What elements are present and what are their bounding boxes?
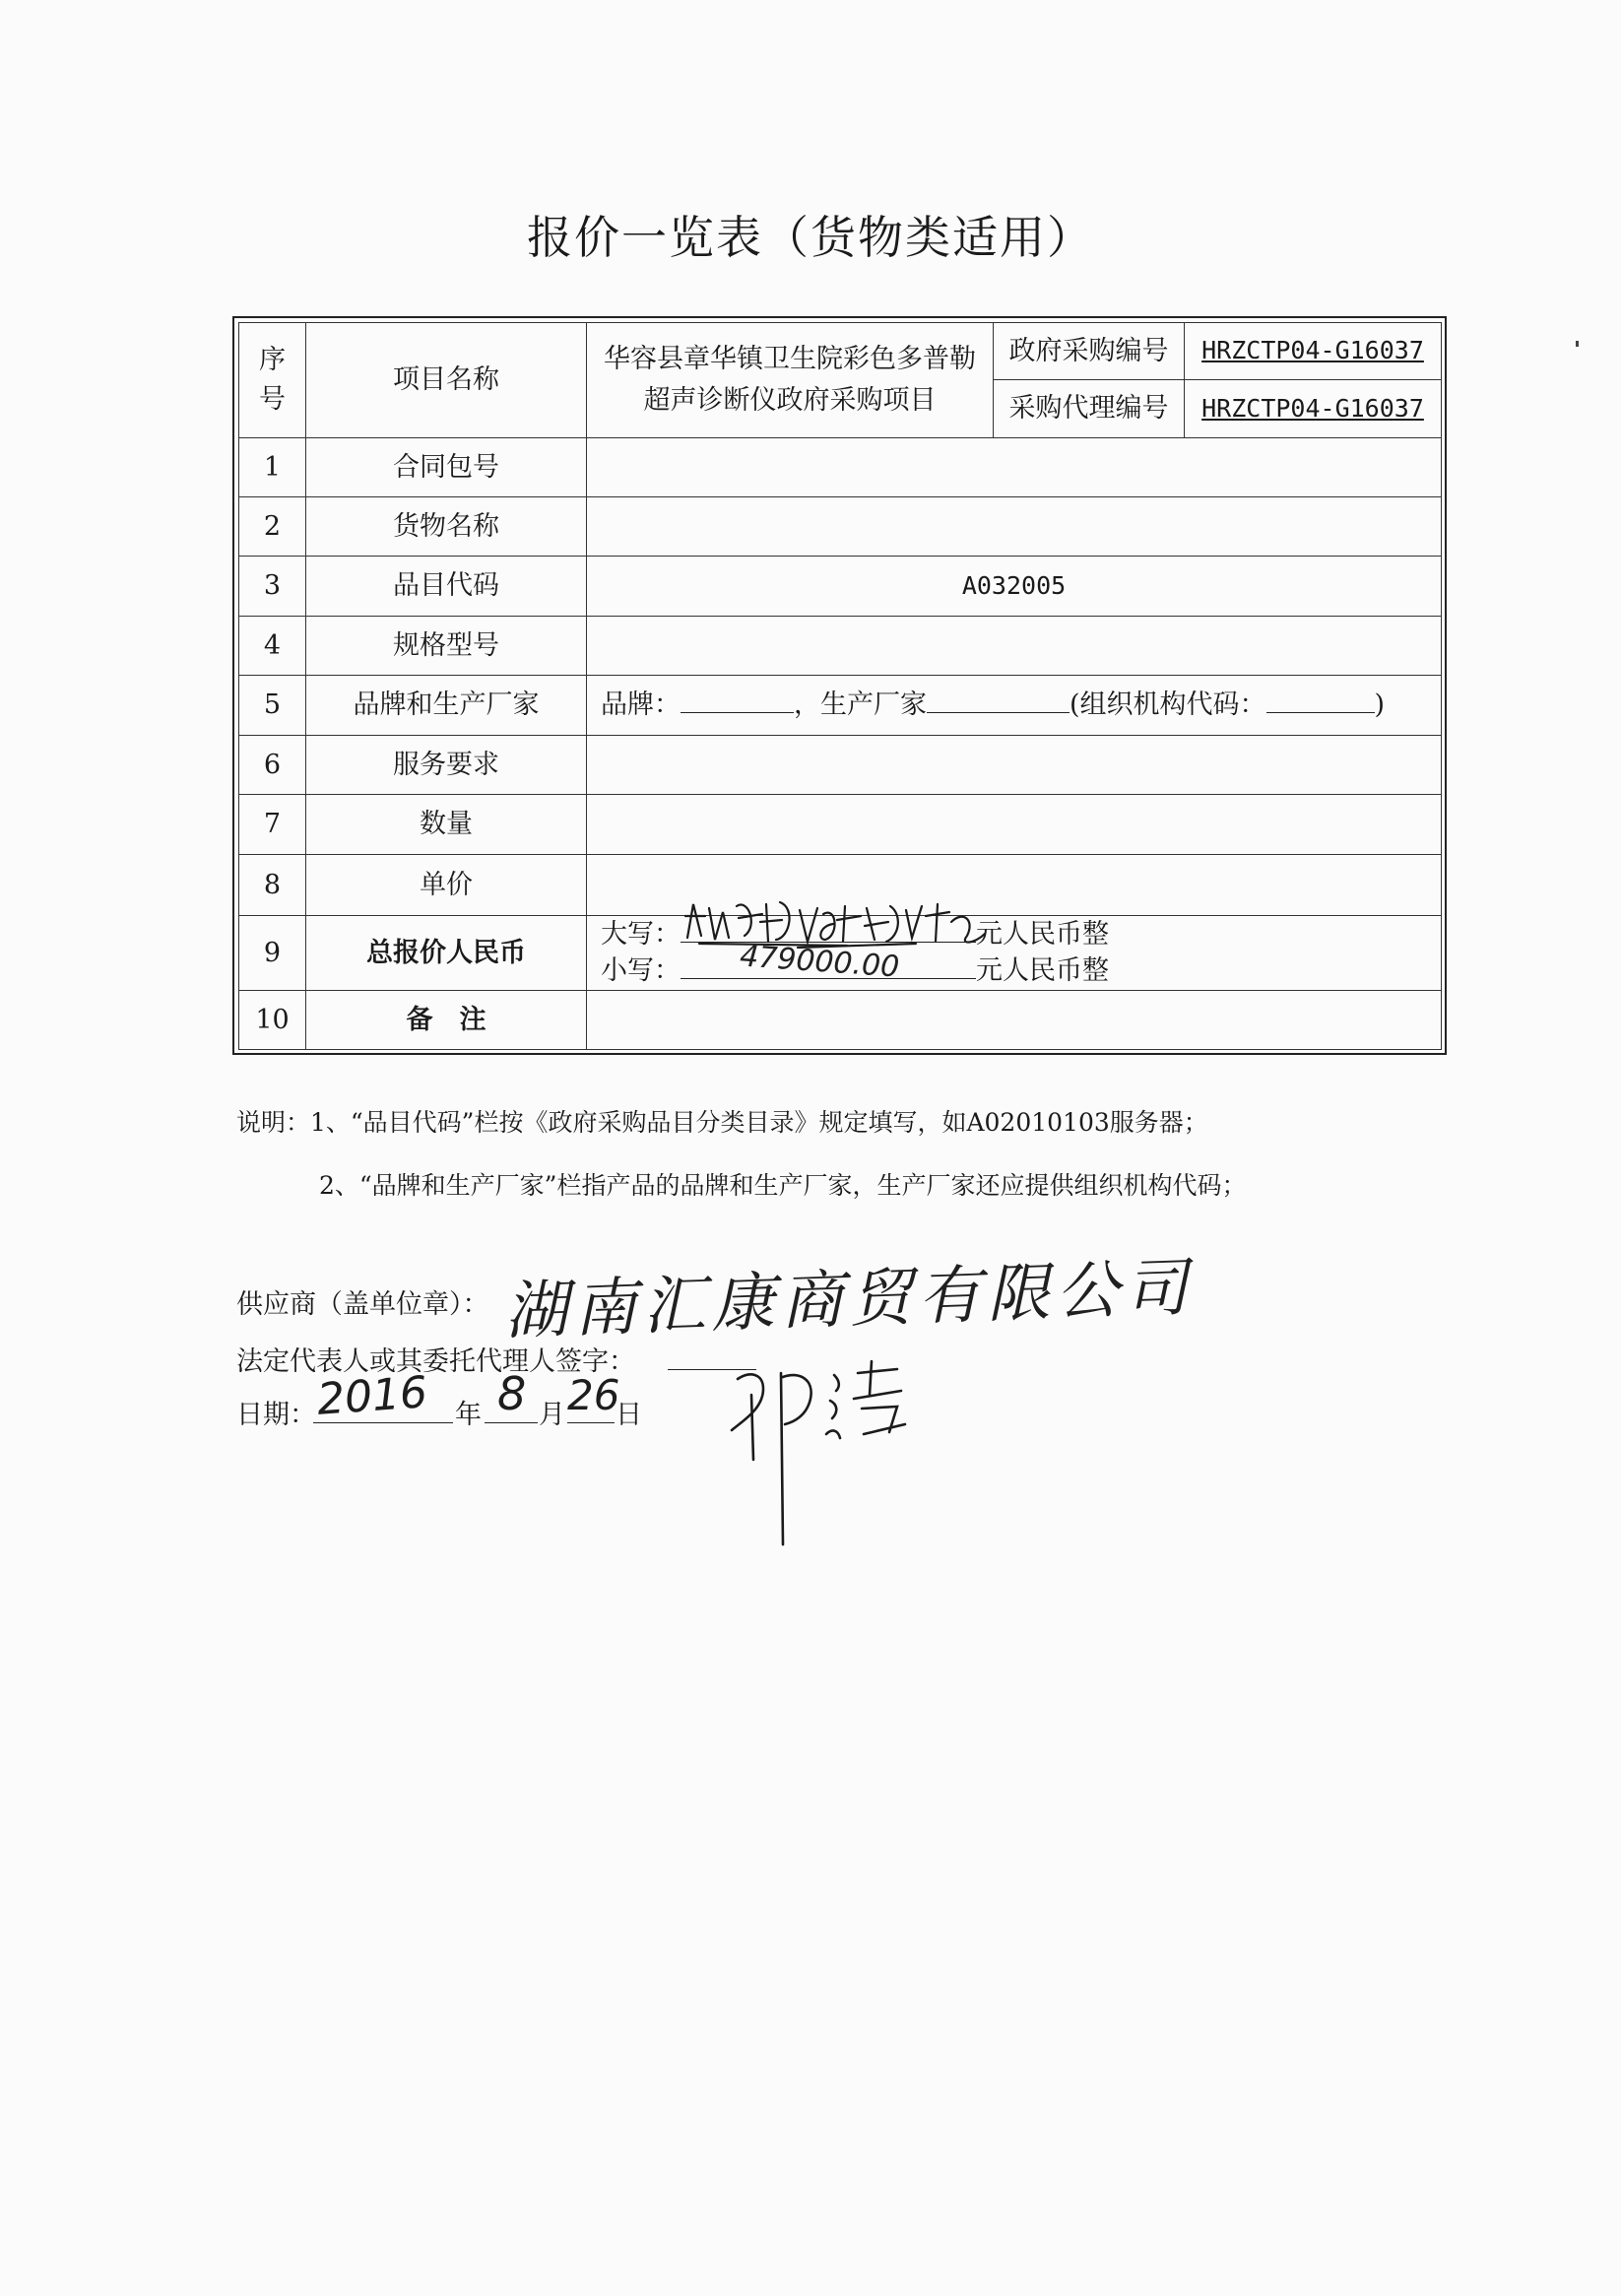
note-line-1: 说明：1、“品目代码”栏按《政府采购品目分类目录》规定填写，如A02010103服务器； (236, 1108, 1208, 1137)
year-unit: 年 (455, 1400, 482, 1430)
row-number: 5 (239, 676, 306, 736)
lower-amount-handwritten: 479000.00 (739, 938, 901, 985)
agent-no: HRZCTP04-G16037 (1185, 380, 1442, 438)
project-name-label: 项目名称 (306, 323, 587, 438)
brand-manufacturer-cell (587, 676, 1442, 736)
month-unit: 月 (539, 1400, 565, 1430)
supplier-label: 供应商（盖单位章）： (236, 1289, 489, 1320)
row-number: 2 (239, 497, 306, 557)
row-number: 3 (239, 557, 306, 617)
row-label: 合同包号 (306, 438, 587, 497)
row-value (587, 795, 1442, 855)
brand-blank (681, 689, 794, 713)
table-row (239, 676, 1442, 736)
row-value (587, 736, 1442, 795)
row-label: 服务要求 (306, 736, 587, 795)
note-line-2: 2、“品牌和生产厂家”栏指产品的品牌和生产厂家，生产厂家还应提供组织机构代码； (319, 1171, 1247, 1200)
gov-procurement-no: HRZCTP04-G16037 (1185, 323, 1442, 380)
month-line (485, 1422, 538, 1423)
lower-label: 小写： (601, 954, 681, 986)
seq-header: 序号 (239, 323, 306, 438)
lower-suffix: 元人民币整 (976, 954, 1109, 986)
org-code-label: (组织机构代码： (1070, 689, 1266, 721)
row-number: 1 (239, 438, 306, 497)
table-row (239, 991, 1442, 1050)
row-label: 品牌和生产厂家 (306, 676, 587, 736)
total-price-label: 总报价人民币 (306, 916, 587, 991)
brand-label: 品牌： (601, 689, 681, 721)
day-handwritten: 26 (567, 1371, 620, 1419)
table-header-row (239, 323, 1442, 380)
scan-speck (1576, 341, 1579, 347)
table-row (239, 736, 1442, 795)
row-number: 8 (239, 855, 306, 916)
day-line (567, 1422, 615, 1423)
row-number: 4 (239, 617, 306, 676)
table-row (239, 497, 1442, 557)
agent-no-label: 采购代理编号 (994, 380, 1185, 438)
project-name-value: 华容县章华镇卫生院彩色多普勒超声诊断仪政府采购项目 (587, 323, 994, 438)
table-row (239, 795, 1442, 855)
row-number: 10 (239, 991, 306, 1050)
table-row (239, 438, 1442, 497)
row-value (587, 991, 1442, 1050)
upper-label: 大写： (601, 919, 681, 951)
row-value (587, 438, 1442, 497)
row-label: 货物名称 (306, 497, 587, 557)
table-row (239, 557, 1442, 617)
table-row (239, 617, 1442, 676)
rep-signature (724, 1351, 960, 1558)
org-code-close: ) (1374, 689, 1386, 721)
gov-procurement-no-label: 政府采购编号 (994, 323, 1185, 380)
supplier-name-handwritten: 湖南汇康商贸有限公司 (503, 1251, 1196, 1349)
page-title: 报价一览表（货物类适用） (527, 211, 1094, 264)
row-label: 品目代码 (306, 557, 587, 617)
item-code-value: A032005 (587, 557, 1442, 617)
row-label: 数量 (306, 795, 587, 855)
manufacturer-label: ，生产厂家 (794, 689, 927, 721)
row-number: 9 (239, 916, 306, 991)
row-value (587, 497, 1442, 557)
manufacturer-blank (927, 689, 1070, 713)
upper-suffix: 元人民币整 (976, 919, 1109, 951)
month-handwritten: 8 (497, 1367, 527, 1420)
row-label: 规格型号 (306, 617, 587, 676)
row-number: 6 (239, 736, 306, 795)
day-unit: 日 (616, 1400, 642, 1430)
row-value (587, 617, 1442, 676)
row-label: 备 注 (306, 991, 587, 1050)
rep-label: 法定代表人或其委托代理人签字： (236, 1346, 635, 1377)
year-handwritten: 2016 (315, 1367, 429, 1425)
row-label: 单价 (306, 855, 587, 916)
handwritten-amount-scribble (680, 886, 995, 965)
date-label: 日期： (236, 1400, 316, 1430)
row-number: 7 (239, 795, 306, 855)
org-code-blank (1266, 689, 1375, 713)
